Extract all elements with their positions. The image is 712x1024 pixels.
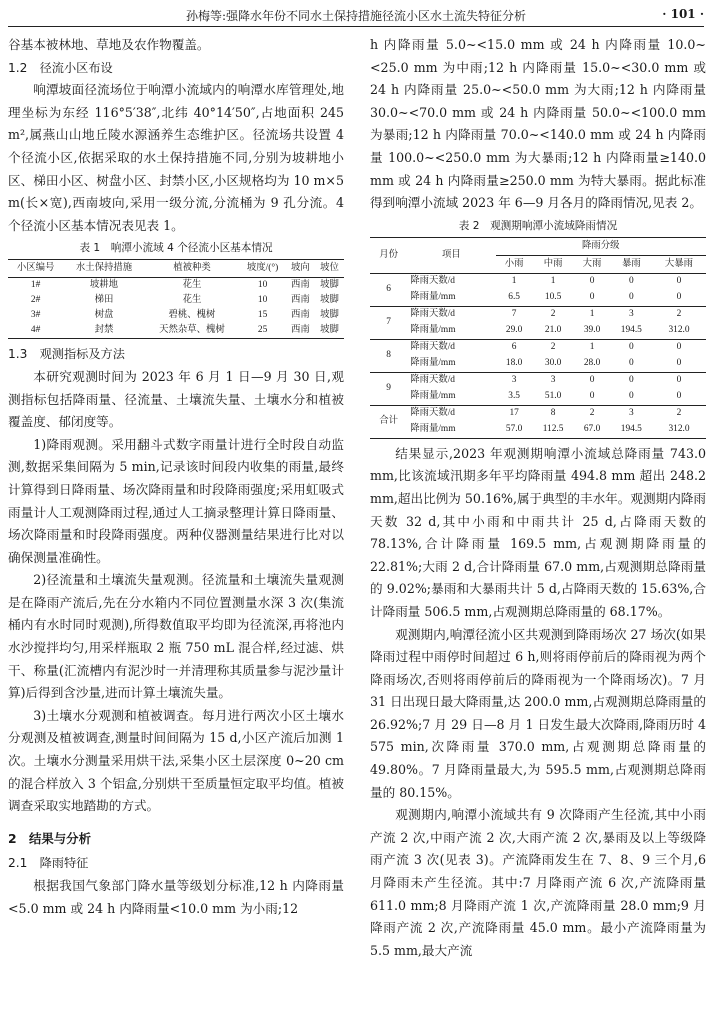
paragraph: 观测期内,响潭小流域共有 9 次降雨产生径流,其中小雨产流 2 次,中雨产流 2 次,大雨产流 2 次,暴雨及以上等级降雨产流 3 次(见表 3)。产流降雨发生在 7、8、9 三个月,6 月降雨未产生径流。其中:7 月降雨产流 6 次,产流降雨量 611.0 mm;8 月降雨产流 1 次,产流降雨量 28.0 mm;9 月降雨产流 2 次,产流降雨量 45.0 mm。最小产流降雨量为 5.5 mm,最大产流 — [370, 807, 706, 958]
table-cell: 坡脚 — [320, 295, 339, 306]
table-cell-item: 降雨天数/d — [410, 375, 455, 386]
table-cell: 67.0 — [583, 424, 601, 435]
table-cell: 1 — [589, 342, 595, 353]
table-cell: 梯田 — [94, 295, 114, 306]
table-cell: 0 — [652, 290, 706, 307]
table2-header-item: 项目 — [407, 237, 495, 273]
table-cell: 194.5 — [611, 323, 652, 340]
table-cell: 花生 — [182, 295, 202, 306]
table-cell: 6 — [511, 342, 517, 353]
table-cell: 坡脚 — [320, 325, 339, 336]
table-cell: 1# — [30, 280, 41, 291]
left-column — [8, 34, 344, 920]
table-cell: 25 — [257, 325, 268, 336]
table1-header: 水土保持措施 — [63, 260, 144, 278]
table-cell: 0 — [652, 389, 706, 406]
table-cell: 0 — [628, 375, 634, 386]
paragraph: 1)降雨观测。采用翻斗式数字雨量计进行全时段自动监测,数据采集间隔为 5 min,记录该时间段内收集的雨量,最终计算得到日降雨量、场次降雨量和时段降雨强度;采用虹吸式雨量计人工观测降雨过程,通过人工摘录整理计算日降雨量、场次降雨量和时段降雨强度。两种仪器测量结果进行比对以确保测量准确性。 — [8, 436, 344, 565]
table1-header: 小区编号 — [8, 260, 63, 278]
table2-level: 大暴雨 — [652, 255, 706, 273]
table-cell: 4# — [30, 325, 41, 336]
table-cell: 0 — [573, 389, 610, 406]
table-cell: 西南 — [291, 295, 310, 306]
table2-level: 暴雨 — [611, 255, 652, 273]
table-row — [370, 422, 706, 439]
table-row — [370, 405, 706, 422]
table1-header: 植被种类 — [145, 260, 240, 278]
table-row — [8, 308, 344, 323]
table-cell: 29.0 — [496, 323, 533, 340]
running-title: 孙梅等:强降水年份不同水土保持措施径流小区水土流失特征分析 — [185, 9, 527, 23]
table-cell: 7 — [511, 309, 517, 320]
table-cell: 15 — [257, 310, 268, 321]
table-cell: 西南 — [291, 280, 310, 291]
table-cell: 18.0 — [496, 356, 533, 373]
table-cell: 3 — [628, 309, 634, 320]
table-cell: 树盘 — [94, 310, 114, 321]
page-number: · 101 · — [662, 7, 704, 21]
table-cell: 57.0 — [505, 424, 523, 435]
table2-level: 大雨 — [573, 255, 610, 273]
table-cell-item: 降雨天数/d — [410, 408, 455, 419]
table1 — [8, 259, 344, 339]
paragraph: 2)径流量和土壤流失量观测。径流量和土壤流失量观测是在降雨产流后,先在分水箱内不同位置测量水深 3 次(集流桶内有水时同时观测),所得数值取平均即为径流深,再将池内水沙搅拌均匀,用采样瓶取 2 瓶 750 mL 混合样,经过滤、烘干、称量(汇流槽内有泥沙时一并清理称其质量参与泥沙量计算)后得到含沙量,进而计算土壤流失量。 — [8, 572, 344, 701]
table-row — [370, 389, 706, 406]
table-cell: 30.0 — [533, 356, 574, 373]
table2-level: 小雨 — [496, 255, 533, 273]
table-cell: 3.5 — [496, 389, 533, 406]
table-cell: 2 — [550, 342, 556, 353]
table-cell: 21.0 — [533, 323, 574, 340]
table-cell: 6.5 — [496, 290, 533, 307]
section-heading-2-1: 2.1 降雨特征 — [8, 856, 89, 871]
paragraph: 3)土壤水分观测和植被调查。每月进行两次小区土壤水分观测及植被调查,测量时间间隔为 15 d,小区产流后加测 1 次。土壤水分测量采用烘干法,采集小区土层深度 0~20 cm 的混合样放入 3 个铝盒,分别烘干至质量恒定取平均值。植被调查采取实地踏勘的方式。 — [8, 707, 344, 814]
table-row — [8, 323, 344, 339]
table-cell: 28.0 — [573, 356, 610, 373]
table-cell-item: 降雨量/mm — [407, 290, 495, 307]
table1-header: 坡向 — [286, 260, 315, 278]
table-cell: 1 — [589, 309, 595, 320]
table-cell: 坡脚 — [320, 310, 339, 321]
table-cell: 194.5 — [620, 424, 642, 435]
table-row — [370, 323, 706, 340]
table-cell: 碧桃、槐树 — [168, 310, 216, 321]
table2 — [370, 237, 706, 439]
table-cell: 2 — [676, 408, 682, 419]
table-cell: 8 — [550, 408, 556, 419]
paragraph: 结果显示,2023 年观测期响潭小流域总降雨量 743.0 mm,比该流域汛期多年平均降雨量 494.8 mm 超出 248.2 mm,超出比例为 50.16%,属于典型的丰水年。观测期内降雨天数 32 d,其中小雨和中雨共计 25 d,占降雨天数的 78.13%,合计降雨量 169.5 mm,占观测期降雨量的 22.81%;大雨 2 d,合计降雨量 67.0 mm,占观测期总降雨量的 9.02%;暴雨和大暴雨共计 5 d,占降雨天数的 15.63%,合计降雨量 506.5 mm,占观测期总降雨量的 68.17%。 — [370, 445, 706, 619]
table-cell: 3 — [628, 408, 634, 419]
table-cell: 0 — [676, 342, 682, 353]
table-row — [370, 339, 706, 356]
table-cell: 312.0 — [668, 424, 690, 435]
table-cell: 0 — [676, 375, 682, 386]
section-heading-1-3: 1.3 观测指标及方法 — [8, 347, 125, 362]
table2-caption: 表 2 观测期响潭小流域降雨情况 — [458, 219, 618, 232]
table-cell: 2# — [30, 295, 41, 306]
table-cell: 0 — [573, 290, 610, 307]
table-row — [370, 356, 706, 373]
table-cell-item: 降雨量/mm — [407, 356, 495, 373]
section-heading-1-2: 1.2 径流小区布设 — [8, 60, 113, 75]
table1-header: 坡度/(°) — [239, 260, 286, 278]
table-cell-month: 合计 — [379, 416, 398, 427]
table-cell: 天然杂草、槐树 — [159, 325, 225, 336]
table-cell: 10 — [257, 295, 268, 306]
paragraph: h 内降雨量 5.0~<15.0 mm 或 24 h 内降雨量 10.0~<25.0 mm 为中雨;12 h 内降雨量 15.0~<30.0 mm 或 24 h 内降雨量 25.0~<50.0 mm 为大雨;12 h 内降雨量 30.0~<70.0 mm 或 24 h 内降雨量 50.0~<100.0 mm 为暴雨;12 h 内降雨量 70.0~<140.0 mm 或 24 h 内降雨量 100.0~<250.0 mm 为大暴雨;12 h 内降雨量≥140.0 mm 或 24 h 内降雨量≥250.0 mm 为特大暴雨。据此标准得到响潭小流域 2023 年 6—9 月各月的降雨情况,见表 2。 — [370, 37, 706, 211]
table-cell: 花生 — [182, 280, 202, 291]
table1-header: 坡位 — [315, 260, 344, 278]
table-cell: 0 — [589, 375, 595, 386]
table-cell: 112.5 — [542, 424, 564, 435]
table-cell: 0 — [611, 356, 652, 373]
table-cell: 2 — [550, 309, 556, 320]
table-row — [370, 290, 706, 307]
table-row — [8, 293, 344, 308]
table-cell-item: 降雨天数/d — [410, 309, 455, 320]
section-heading-2: 2 结果与分析 — [8, 830, 91, 846]
table-cell: 0 — [628, 276, 634, 287]
table2-header-group: 降雨分级 — [496, 237, 706, 255]
table-row — [370, 306, 706, 323]
table-cell-item: 降雨量/mm — [410, 424, 456, 435]
paragraph: 谷基本被林地、草地及农作物覆盖。 — [8, 37, 210, 52]
table2-level: 中雨 — [533, 255, 574, 273]
table-cell-month: 9 — [370, 372, 407, 405]
table-cell: 0 — [611, 290, 652, 307]
table-cell-item: 降雨量/mm — [407, 389, 495, 406]
table-cell: 坡耕地 — [89, 280, 119, 291]
table-cell: 0 — [589, 276, 595, 287]
table-cell: 0 — [611, 389, 652, 406]
table1-caption: 表 1 响潭小流域 4 个径流小区基本情况 — [79, 242, 273, 255]
table-cell: 10 — [257, 280, 268, 291]
table-cell: 2 — [676, 309, 682, 320]
table-cell: 西南 — [291, 325, 310, 336]
table-cell-month: 7 — [370, 306, 407, 339]
table-cell: 0 — [628, 342, 634, 353]
table-cell: 1 — [550, 276, 556, 287]
page-header — [8, 4, 704, 27]
right-column — [370, 34, 706, 962]
table-cell: 西南 — [291, 310, 310, 321]
table-cell: 1 — [511, 276, 517, 287]
table-row — [8, 278, 344, 294]
table-cell: 3# — [30, 310, 41, 321]
table-cell: 312.0 — [652, 323, 706, 340]
table-row — [370, 273, 706, 290]
paragraph: 观测期内,响潭径流小区共观测到降雨场次 27 场次(如果降雨过程中雨停时间超过 6 h,则将雨停前后的降雨视为两个降雨场次,否则将雨停前后的降雨视为一个降雨场次)。7 月 31 日出现日最大降雨量,达 200.0 mm,占观测期总降雨量的 26.92%;7 月 29 日—8 月 1 日发生最大次降雨,降雨历时 4 575 min,次降雨量 370.0 mm,占观测期总降雨量的 49.80%。7 月降雨量最大,为 595.5 mm,占观测期总降雨量的 80.15%。 — [370, 626, 706, 800]
table-cell: 0 — [676, 276, 682, 287]
table-row — [370, 372, 706, 389]
table-cell: 3 — [511, 375, 517, 386]
table-cell: 2 — [589, 408, 595, 419]
table-cell-month: 8 — [370, 339, 407, 372]
paragraph: 根据我国气象部门降水量等级划分标准,12 h 内降雨量<5.0 mm 或 24 h 内降雨量<10.0 mm 为小雨;12 — [8, 878, 344, 916]
paragraph: 响潭坡面径流场位于响潭小流域内的响潭水库管理处,地理坐标为东经 116°5′38″,北纬 40°14′50″,占地面积 245 m²,属燕山山地丘陵水源涵养生态维护区。径流场共设置 4 个径流小区,依据采取的水土保持措施不同,分别为坡耕地小区、梯田小区、树盘小区、封禁小区,小区规格均为 10 m×5 m(长×宽),西南坡向,采用一级分流,分流桶为 9 孔分流。4 个径流小区基本情况表见表 1。 — [8, 82, 344, 233]
table-cell: 0 — [652, 356, 706, 373]
table-cell: 3 — [550, 375, 556, 386]
table-cell: 51.0 — [533, 389, 574, 406]
table-cell: 封禁 — [94, 325, 114, 336]
table-cell-month: 6 — [370, 273, 407, 306]
table-cell: 39.0 — [573, 323, 610, 340]
table-cell: 坡脚 — [320, 280, 339, 291]
table-cell-item: 降雨天数/d — [410, 342, 455, 353]
table-cell-item: 降雨天数/d — [410, 276, 455, 287]
table2-header-month: 月份 — [370, 237, 407, 273]
table-cell: 17 — [509, 408, 519, 419]
table-cell: 10.5 — [533, 290, 574, 307]
table-cell-item: 降雨量/mm — [407, 323, 495, 340]
paragraph: 本研究观测时间为 2023 年 6 月 1 日—9 月 30 日,观测指标包括降雨量、径流量、土壤流失量、土壤水分和植被覆盖度、郁闭度等。 — [8, 368, 344, 430]
